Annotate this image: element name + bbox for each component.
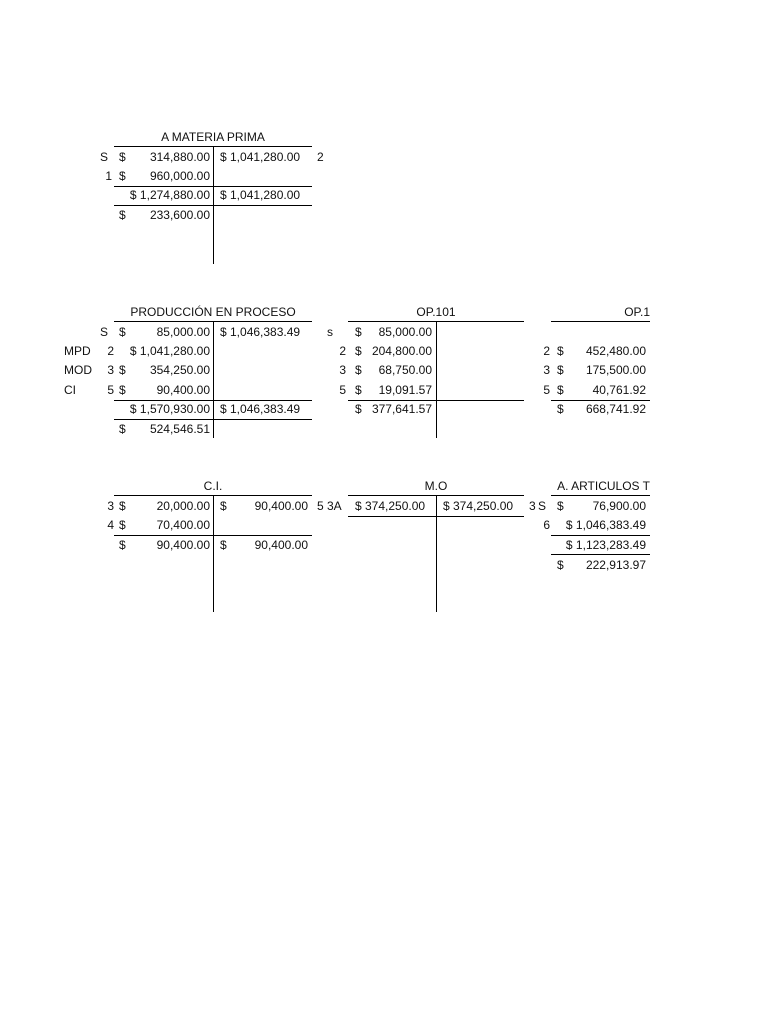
debit-amount: $ 374,250.00 — [355, 499, 426, 513]
currency: $ — [119, 383, 126, 397]
currency: $ — [220, 538, 227, 552]
balance-line — [551, 554, 650, 555]
debit-amount: $ 1,046,383.49 — [565, 518, 646, 532]
balance-line — [114, 419, 312, 420]
total-line — [551, 535, 650, 536]
debit-amount: 960,000.00 — [149, 169, 210, 183]
total-line — [114, 186, 312, 187]
row-tag: MPD — [64, 344, 91, 358]
row-label: 5 — [543, 383, 550, 397]
currency: $ — [557, 558, 564, 572]
row-label: 1 — [105, 169, 112, 183]
account-title: OP.1 — [624, 305, 650, 319]
debit-amount: 40,761.92 — [592, 383, 646, 397]
row-label: 3 — [339, 363, 346, 377]
t-vertical-line — [213, 321, 214, 438]
currency: $ — [119, 538, 126, 552]
debit-amount: 70,400.00 — [156, 518, 210, 532]
total-debit: 90,400.00 — [156, 538, 210, 552]
balance-line — [114, 205, 312, 206]
account-title: A. ARTICULOS T — [557, 479, 650, 493]
total-debit: $ 1,570,930.00 — [129, 402, 210, 416]
currency: $ — [355, 325, 362, 339]
row-label: 6 — [543, 518, 550, 532]
currency: $ — [119, 208, 126, 222]
total-amount: 668,741.92 — [585, 402, 646, 416]
row-label: 3 — [543, 363, 550, 377]
currency: $ — [557, 383, 564, 397]
account-title: OP.101 — [416, 305, 456, 319]
reference: 3 — [529, 499, 536, 513]
debit-amount: 452,480.00 — [585, 344, 646, 358]
credit-amount: 90,400.00 — [254, 499, 308, 513]
row-label: S — [99, 325, 108, 339]
debit-amount: 204,800.00 — [371, 344, 432, 358]
total-line — [114, 535, 312, 536]
balance-amount: 222,913.97 — [585, 558, 646, 572]
t-vertical-line — [213, 495, 214, 612]
total-amount: 377,641.57 — [371, 402, 432, 416]
debit-amount: 354,250.00 — [149, 363, 210, 377]
row-label: 3 — [107, 363, 114, 377]
row-label: 3 — [107, 499, 114, 513]
currency: $ — [355, 344, 362, 358]
currency: $ — [355, 383, 362, 397]
credit-amount: $ 374,250.00 — [443, 499, 514, 513]
row-label: S — [538, 499, 547, 513]
currency: $ — [355, 402, 362, 416]
row-label: 3A — [327, 499, 342, 513]
reference: 2 — [317, 150, 324, 164]
debit-amount: 314,880.00 — [149, 150, 210, 164]
currency: $ — [557, 363, 564, 377]
credit-amount: $ 1,041,280.00 — [220, 150, 301, 164]
row-label: 5 — [339, 383, 346, 397]
debit-amount: 85,000.00 — [156, 325, 210, 339]
debit-amount: 85,000.00 — [378, 325, 432, 339]
row-label: s — [327, 325, 333, 339]
currency: $ — [557, 344, 564, 358]
currency: $ — [119, 325, 126, 339]
account-title: A MATERIA PRIMA — [161, 130, 265, 144]
credit-amount: $ 1,046,383.49 — [220, 325, 301, 339]
t-top-line — [551, 495, 650, 496]
currency: $ — [119, 518, 126, 532]
currency: $ — [557, 499, 564, 513]
reference: 5 — [317, 499, 324, 513]
debit-amount: 68,750.00 — [378, 363, 432, 377]
debit-amount: $ 1,041,280.00 — [129, 344, 210, 358]
balance-amount: 524,546.51 — [149, 422, 210, 436]
total-debit: $ 1,274,880.00 — [129, 188, 210, 202]
row-label: 2 — [543, 344, 550, 358]
currency: $ — [119, 499, 126, 513]
currency: $ — [220, 499, 227, 513]
account-title: PRODUCCIÓN EN PROCESO — [130, 305, 296, 319]
row-label: S — [99, 150, 108, 164]
total-line — [551, 400, 650, 401]
debit-amount: 90,400.00 — [156, 383, 210, 397]
currency: $ — [119, 422, 126, 436]
debit-amount: 175,500.00 — [585, 363, 646, 377]
total-credit: $ 1,046,383.49 — [220, 402, 301, 416]
row-tag: MOD — [64, 363, 92, 377]
currency: $ — [119, 150, 126, 164]
debit-amount: 19,091.57 — [378, 383, 432, 397]
currency: $ — [119, 169, 126, 183]
total-line — [348, 516, 524, 517]
total-credit: 90,400.00 — [254, 538, 308, 552]
total-debit: $ 1,123,283.49 — [565, 538, 646, 552]
currency: $ — [557, 402, 564, 416]
account-title: C.I. — [203, 479, 223, 493]
row-label: 2 — [339, 344, 346, 358]
row-label: 2 — [107, 344, 114, 358]
debit-amount: 20,000.00 — [156, 499, 210, 513]
row-label: 4 — [107, 518, 114, 532]
total-credit: $ 1,041,280.00 — [220, 188, 301, 202]
row-tag: CI — [64, 383, 76, 397]
total-line — [348, 400, 524, 401]
total-line — [114, 400, 312, 401]
t-vertical-line — [436, 321, 437, 438]
debit-amount: 76,900.00 — [592, 499, 646, 513]
row-label: 5 — [107, 383, 114, 397]
t-vertical-line — [436, 495, 437, 612]
balance-amount: 233,600.00 — [149, 208, 210, 222]
currency: $ — [119, 363, 126, 377]
currency: $ — [355, 363, 362, 377]
account-title: M.O — [424, 479, 448, 493]
t-top-line — [551, 321, 650, 322]
